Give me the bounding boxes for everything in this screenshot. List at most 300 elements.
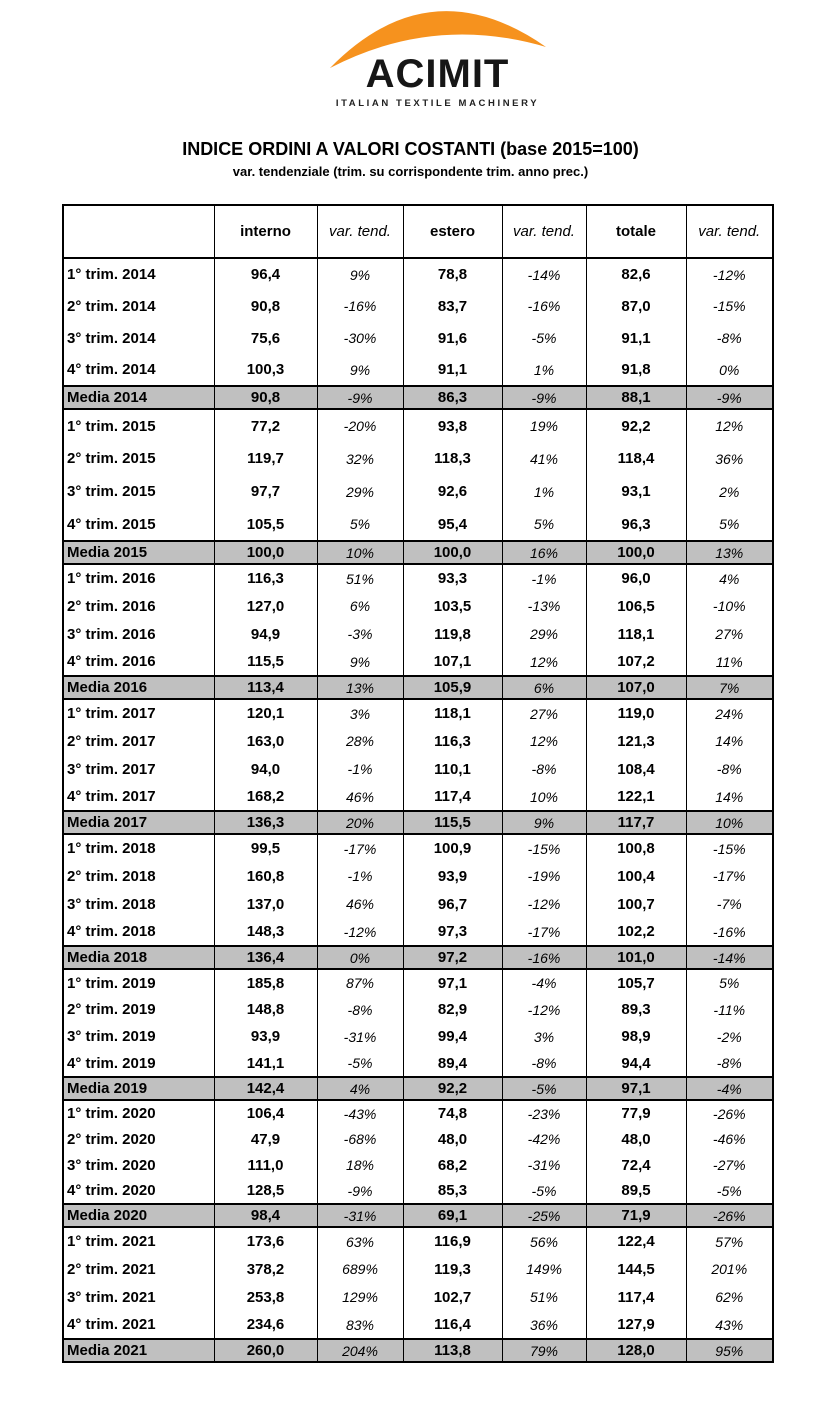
var-tend-cell: 9% — [317, 258, 403, 290]
index-value-cell: 127,9 — [586, 1311, 686, 1339]
var-tend-cell: 1% — [502, 354, 586, 386]
var-tend-cell: 4% — [686, 564, 773, 592]
var-tend-cell: 5% — [686, 969, 773, 996]
index-value-cell: 93,8 — [403, 409, 502, 442]
index-value-cell: 105,7 — [586, 969, 686, 996]
index-value-cell: 260,0 — [214, 1339, 317, 1362]
index-value-cell: 137,0 — [214, 890, 317, 918]
index-value-cell: 97,1 — [403, 969, 502, 996]
var-tend-cell: 149% — [502, 1255, 586, 1283]
index-value-cell: 117,4 — [586, 1283, 686, 1311]
var-tend-cell: -17% — [686, 862, 773, 890]
var-tend-cell: -26% — [686, 1204, 773, 1227]
index-value-cell: 103,5 — [403, 592, 502, 620]
quarter-row — [63, 996, 773, 1023]
index-value-cell: 93,3 — [403, 564, 502, 592]
var-tend-cell: 14% — [686, 783, 773, 811]
var-tend-cell: -27% — [686, 1152, 773, 1178]
page-subtitle: var. tendenziale (trim. su corrispondente trim. anno prec.) — [232, 164, 589, 179]
var-tend-cell: 2% — [686, 475, 773, 508]
index-value-cell: 115,5 — [403, 811, 502, 834]
media-row — [63, 1204, 773, 1227]
orders-index-table — [62, 204, 774, 1363]
index-value-cell: 118,1 — [586, 620, 686, 648]
var-tend-cell: 201% — [686, 1255, 773, 1283]
var-tend-cell: 12% — [686, 409, 773, 442]
var-tend-cell: 46% — [317, 783, 403, 811]
index-value-cell: 118,4 — [586, 442, 686, 475]
row-label-cell: Media 2018 — [63, 946, 214, 969]
var-tend-cell: -1% — [502, 564, 586, 592]
index-value-cell: 107,0 — [586, 676, 686, 699]
row-label-cell: 2° trim. 2019 — [63, 996, 214, 1023]
row-label-cell: Media 2019 — [63, 1077, 214, 1100]
var-tend-cell: 62% — [686, 1283, 773, 1311]
row-label-cell: 2° trim. 2017 — [63, 727, 214, 755]
index-value-cell: 113,8 — [403, 1339, 502, 1362]
index-value-cell: 148,8 — [214, 996, 317, 1023]
quarter-row — [63, 699, 773, 727]
index-value-cell: 92,6 — [403, 475, 502, 508]
var-tend-cell: -23% — [502, 1100, 586, 1126]
var-tend-cell: 11% — [686, 648, 773, 676]
index-value-cell: 48,0 — [586, 1126, 686, 1152]
var-tend-cell: -8% — [686, 755, 773, 783]
row-label-cell: 1° trim. 2015 — [63, 409, 214, 442]
quarter-row — [63, 918, 773, 946]
var-tend-cell: 0% — [686, 354, 773, 386]
row-label-cell: Media 2016 — [63, 676, 214, 699]
index-value-cell: 102,2 — [586, 918, 686, 946]
var-tend-cell: -16% — [686, 918, 773, 946]
index-value-cell: 91,1 — [586, 322, 686, 354]
var-tend-cell: -42% — [502, 1126, 586, 1152]
quarter-row — [63, 322, 773, 354]
index-value-cell: 77,9 — [586, 1100, 686, 1126]
index-value-cell: 119,0 — [586, 699, 686, 727]
var-tend-cell: 63% — [317, 1227, 403, 1255]
table-body — [63, 258, 773, 1362]
var-tend-cell: -5% — [502, 1178, 586, 1204]
var-tend-cell: 13% — [686, 541, 773, 564]
var-tend-cell: -5% — [502, 1077, 586, 1100]
var-tend-cell: -9% — [502, 386, 586, 409]
var-tend-cell: 18% — [317, 1152, 403, 1178]
index-value-cell: 105,5 — [214, 508, 317, 541]
row-label-cell: 4° trim. 2016 — [63, 648, 214, 676]
index-value-cell: 141,1 — [214, 1050, 317, 1077]
row-label-cell: 3° trim. 2015 — [63, 475, 214, 508]
index-value-cell: 160,8 — [214, 862, 317, 890]
row-label-cell: 4° trim. 2018 — [63, 918, 214, 946]
var-tend-cell: 689% — [317, 1255, 403, 1283]
index-value-cell: 117,7 — [586, 811, 686, 834]
index-value-cell: 142,4 — [214, 1077, 317, 1100]
index-value-cell: 72,4 — [586, 1152, 686, 1178]
quarter-row — [63, 508, 773, 541]
column-header-estero: estero — [403, 205, 502, 258]
index-value-cell: 69,1 — [403, 1204, 502, 1227]
var-tend-cell: 10% — [317, 541, 403, 564]
row-label-cell: 1° trim. 2014 — [63, 258, 214, 290]
quarter-row — [63, 648, 773, 676]
index-value-cell: 102,7 — [403, 1283, 502, 1311]
index-value-cell: 110,1 — [403, 755, 502, 783]
index-value-cell: 90,8 — [214, 386, 317, 409]
var-tend-cell: 29% — [317, 475, 403, 508]
index-value-cell: 97,7 — [214, 475, 317, 508]
index-value-cell: 99,4 — [403, 1023, 502, 1050]
index-value-cell: 87,0 — [586, 290, 686, 322]
row-label-cell: 3° trim. 2016 — [63, 620, 214, 648]
var-tend-cell: 6% — [502, 676, 586, 699]
index-value-cell: 68,2 — [403, 1152, 502, 1178]
index-value-cell: 118,1 — [403, 699, 502, 727]
var-tend-cell: 14% — [686, 727, 773, 755]
index-value-cell: 83,7 — [403, 290, 502, 322]
row-label-cell: 3° trim. 2014 — [63, 322, 214, 354]
index-value-cell: 88,1 — [586, 386, 686, 409]
index-value-cell: 100,3 — [214, 354, 317, 386]
index-value-cell: 100,0 — [403, 541, 502, 564]
index-value-cell: 94,0 — [214, 755, 317, 783]
var-tend-cell: 9% — [317, 354, 403, 386]
index-value-cell: 100,4 — [586, 862, 686, 890]
var-tend-cell: 204% — [317, 1339, 403, 1362]
index-value-cell: 116,3 — [214, 564, 317, 592]
var-tend-cell: 27% — [502, 699, 586, 727]
var-tend-cell: -12% — [686, 258, 773, 290]
index-value-cell: 378,2 — [214, 1255, 317, 1283]
index-value-cell: 111,0 — [214, 1152, 317, 1178]
var-tend-cell: -11% — [686, 996, 773, 1023]
table-header — [63, 205, 773, 258]
var-tend-cell: 36% — [686, 442, 773, 475]
var-tend-cell: -7% — [686, 890, 773, 918]
var-tend-cell: -19% — [502, 862, 586, 890]
index-value-cell: 185,8 — [214, 969, 317, 996]
acimit-logo — [330, 8, 546, 109]
var-tend-cell: -1% — [317, 755, 403, 783]
column-header-var-tend-interno: var. tend. — [317, 205, 403, 258]
index-value-cell: 75,6 — [214, 322, 317, 354]
var-tend-cell: 16% — [502, 541, 586, 564]
index-value-cell: 85,3 — [403, 1178, 502, 1204]
row-label-cell: 2° trim. 2015 — [63, 442, 214, 475]
index-value-cell: 107,1 — [403, 648, 502, 676]
row-label-cell: Media 2017 — [63, 811, 214, 834]
var-tend-cell: 83% — [317, 1311, 403, 1339]
row-label-cell: 1° trim. 2017 — [63, 699, 214, 727]
index-value-cell: 253,8 — [214, 1283, 317, 1311]
quarter-row — [63, 409, 773, 442]
var-tend-cell: -12% — [317, 918, 403, 946]
var-tend-cell: -15% — [502, 834, 586, 862]
var-tend-cell: -4% — [502, 969, 586, 996]
index-value-cell: 89,4 — [403, 1050, 502, 1077]
var-tend-cell: 57% — [686, 1227, 773, 1255]
var-tend-cell: -5% — [686, 1178, 773, 1204]
index-value-cell: 77,2 — [214, 409, 317, 442]
index-value-cell: 120,1 — [214, 699, 317, 727]
column-header-interno: interno — [214, 205, 317, 258]
media-row — [63, 541, 773, 564]
quarter-row — [63, 969, 773, 996]
var-tend-cell: -3% — [317, 620, 403, 648]
row-label-cell: 2° trim. 2014 — [63, 290, 214, 322]
var-tend-cell: -12% — [502, 890, 586, 918]
column-header-var-tend-totale: var. tend. — [686, 205, 773, 258]
index-value-cell: 144,5 — [586, 1255, 686, 1283]
index-value-cell: 100,7 — [586, 890, 686, 918]
var-tend-cell: 41% — [502, 442, 586, 475]
row-label-cell: 1° trim. 2021 — [63, 1227, 214, 1255]
row-label-cell: 4° trim. 2017 — [63, 783, 214, 811]
index-value-cell: 90,8 — [214, 290, 317, 322]
row-label-cell: Media 2015 — [63, 541, 214, 564]
quarter-row — [63, 890, 773, 918]
index-value-cell: 47,9 — [214, 1126, 317, 1152]
index-value-cell: 136,4 — [214, 946, 317, 969]
index-value-cell: 116,3 — [403, 727, 502, 755]
quarter-row — [63, 1311, 773, 1339]
index-value-cell: 99,5 — [214, 834, 317, 862]
var-tend-cell: 51% — [502, 1283, 586, 1311]
var-tend-cell: 9% — [317, 648, 403, 676]
index-value-cell: 48,0 — [403, 1126, 502, 1152]
row-label-cell: 2° trim. 2021 — [63, 1255, 214, 1283]
quarter-row — [63, 783, 773, 811]
var-tend-cell: 129% — [317, 1283, 403, 1311]
var-tend-cell: -1% — [317, 862, 403, 890]
var-tend-cell: -13% — [502, 592, 586, 620]
quarter-row — [63, 475, 773, 508]
index-value-cell: 89,5 — [586, 1178, 686, 1204]
corner-cell — [63, 205, 214, 258]
quarter-row — [63, 1152, 773, 1178]
index-value-cell: 234,6 — [214, 1311, 317, 1339]
quarter-row — [63, 592, 773, 620]
quarter-row — [63, 620, 773, 648]
index-value-cell: 128,0 — [586, 1339, 686, 1362]
row-label-cell: 2° trim. 2018 — [63, 862, 214, 890]
index-value-cell: 82,9 — [403, 996, 502, 1023]
var-tend-cell: -5% — [502, 322, 586, 354]
var-tend-cell: 19% — [502, 409, 586, 442]
var-tend-cell: 1% — [502, 475, 586, 508]
index-value-cell: 98,4 — [214, 1204, 317, 1227]
index-value-cell: 163,0 — [214, 727, 317, 755]
index-value-cell: 105,9 — [403, 676, 502, 699]
column-header-totale: totale — [586, 205, 686, 258]
var-tend-cell: -14% — [502, 258, 586, 290]
var-tend-cell: -8% — [502, 755, 586, 783]
index-value-cell: 96,0 — [586, 564, 686, 592]
row-label-cell: 1° trim. 2019 — [63, 969, 214, 996]
var-tend-cell: -9% — [317, 386, 403, 409]
var-tend-cell: 32% — [317, 442, 403, 475]
quarter-row — [63, 727, 773, 755]
index-value-cell: 96,4 — [214, 258, 317, 290]
var-tend-cell: -31% — [502, 1152, 586, 1178]
index-value-cell: 96,3 — [586, 508, 686, 541]
var-tend-cell: -31% — [317, 1204, 403, 1227]
index-value-cell: 119,8 — [403, 620, 502, 648]
var-tend-cell: -15% — [686, 834, 773, 862]
var-tend-cell: 9% — [502, 811, 586, 834]
index-value-cell: 95,4 — [403, 508, 502, 541]
quarter-row — [63, 354, 773, 386]
index-value-cell: 93,9 — [403, 862, 502, 890]
index-value-cell: 119,7 — [214, 442, 317, 475]
row-label-cell: 1° trim. 2016 — [63, 564, 214, 592]
var-tend-cell: -43% — [317, 1100, 403, 1126]
index-value-cell: 92,2 — [586, 409, 686, 442]
index-value-cell: 148,3 — [214, 918, 317, 946]
quarter-row — [63, 834, 773, 862]
var-tend-cell: 5% — [686, 508, 773, 541]
var-tend-cell: -4% — [686, 1077, 773, 1100]
var-tend-cell: 12% — [502, 727, 586, 755]
var-tend-cell: 46% — [317, 890, 403, 918]
row-label-cell: 3° trim. 2020 — [63, 1152, 214, 1178]
row-label-cell: 3° trim. 2021 — [63, 1283, 214, 1311]
var-tend-cell: -16% — [317, 290, 403, 322]
media-row — [63, 1339, 773, 1362]
index-value-cell: 100,0 — [214, 541, 317, 564]
var-tend-cell: 5% — [317, 508, 403, 541]
index-value-cell: 121,3 — [586, 727, 686, 755]
row-label-cell: 3° trim. 2017 — [63, 755, 214, 783]
index-value-cell: 91,8 — [586, 354, 686, 386]
var-tend-cell: 10% — [502, 783, 586, 811]
index-value-cell: 118,3 — [403, 442, 502, 475]
row-label-cell: 2° trim. 2020 — [63, 1126, 214, 1152]
var-tend-cell: -68% — [317, 1126, 403, 1152]
media-row — [63, 1077, 773, 1100]
quarter-row — [63, 564, 773, 592]
index-value-cell: 117,4 — [403, 783, 502, 811]
quarter-row — [63, 290, 773, 322]
index-value-cell: 127,0 — [214, 592, 317, 620]
index-value-cell: 115,5 — [214, 648, 317, 676]
var-tend-cell: 4% — [317, 1077, 403, 1100]
var-tend-cell: -8% — [502, 1050, 586, 1077]
quarter-row — [63, 862, 773, 890]
row-label-cell: 4° trim. 2021 — [63, 1311, 214, 1339]
var-tend-cell: -8% — [317, 996, 403, 1023]
var-tend-cell: 0% — [317, 946, 403, 969]
var-tend-cell: -8% — [686, 322, 773, 354]
index-value-cell: 136,3 — [214, 811, 317, 834]
row-label-cell: Media 2021 — [63, 1339, 214, 1362]
row-label-cell: 4° trim. 2019 — [63, 1050, 214, 1077]
var-tend-cell: -9% — [317, 1178, 403, 1204]
var-tend-cell: 95% — [686, 1339, 773, 1362]
var-tend-cell: -30% — [317, 322, 403, 354]
column-header-var-tend-estero: var. tend. — [502, 205, 586, 258]
index-value-cell: 98,9 — [586, 1023, 686, 1050]
var-tend-cell: 3% — [502, 1023, 586, 1050]
var-tend-cell: -31% — [317, 1023, 403, 1050]
row-label-cell: 4° trim. 2014 — [63, 354, 214, 386]
index-value-cell: 86,3 — [403, 386, 502, 409]
index-value-cell: 97,1 — [586, 1077, 686, 1100]
var-tend-cell: -16% — [502, 946, 586, 969]
var-tend-cell: 36% — [502, 1311, 586, 1339]
var-tend-cell: 43% — [686, 1311, 773, 1339]
var-tend-cell: 24% — [686, 699, 773, 727]
index-value-cell: 108,4 — [586, 755, 686, 783]
media-row — [63, 676, 773, 699]
index-value-cell: 96,7 — [403, 890, 502, 918]
page-title: INDICE ORDINI A VALORI COSTANTI (base 2015=100) — [182, 139, 639, 159]
quarter-row — [63, 258, 773, 290]
index-value-cell: 93,9 — [214, 1023, 317, 1050]
index-value-cell: 91,6 — [403, 322, 502, 354]
quarter-row — [63, 1283, 773, 1311]
index-value-cell: 106,5 — [586, 592, 686, 620]
var-tend-cell: 5% — [502, 508, 586, 541]
index-value-cell: 91,1 — [403, 354, 502, 386]
index-value-cell: 107,2 — [586, 648, 686, 676]
logo-tagline: ITALIAN TEXTILE MACHINERY — [335, 98, 540, 109]
media-row — [63, 946, 773, 969]
var-tend-cell: -5% — [317, 1050, 403, 1077]
index-value-cell: 100,9 — [403, 834, 502, 862]
quarter-row — [63, 1126, 773, 1152]
var-tend-cell: 29% — [502, 620, 586, 648]
index-value-cell: 173,6 — [214, 1227, 317, 1255]
media-row — [63, 386, 773, 409]
index-value-cell: 93,1 — [586, 475, 686, 508]
media-row — [63, 811, 773, 834]
var-tend-cell: 79% — [502, 1339, 586, 1362]
var-tend-cell: -26% — [686, 1100, 773, 1126]
quarter-row — [63, 1255, 773, 1283]
var-tend-cell: 10% — [686, 811, 773, 834]
var-tend-cell: -17% — [502, 918, 586, 946]
index-value-cell: 113,4 — [214, 676, 317, 699]
var-tend-cell: 56% — [502, 1227, 586, 1255]
var-tend-cell: 6% — [317, 592, 403, 620]
index-value-cell: 94,9 — [214, 620, 317, 648]
row-label-cell: 4° trim. 2020 — [63, 1178, 214, 1204]
row-label-cell: 3° trim. 2019 — [63, 1023, 214, 1050]
quarter-row — [63, 1178, 773, 1204]
row-label-cell: 2° trim. 2016 — [63, 592, 214, 620]
var-tend-cell: -46% — [686, 1126, 773, 1152]
index-value-cell: 97,3 — [403, 918, 502, 946]
title-block — [0, 139, 821, 179]
row-label-cell: Media 2020 — [63, 1204, 214, 1227]
index-value-cell: 122,4 — [586, 1227, 686, 1255]
quarter-row — [63, 1227, 773, 1255]
quarter-row — [63, 755, 773, 783]
var-tend-cell: 3% — [317, 699, 403, 727]
row-label-cell: 1° trim. 2018 — [63, 834, 214, 862]
var-tend-cell: -12% — [502, 996, 586, 1023]
row-label-cell: 3° trim. 2018 — [63, 890, 214, 918]
index-value-cell: 71,9 — [586, 1204, 686, 1227]
index-value-cell: 100,8 — [586, 834, 686, 862]
index-value-cell: 82,6 — [586, 258, 686, 290]
index-value-cell: 116,4 — [403, 1311, 502, 1339]
var-tend-cell: 12% — [502, 648, 586, 676]
quarter-row — [63, 442, 773, 475]
index-value-cell: 78,8 — [403, 258, 502, 290]
index-value-cell: 100,0 — [586, 541, 686, 564]
